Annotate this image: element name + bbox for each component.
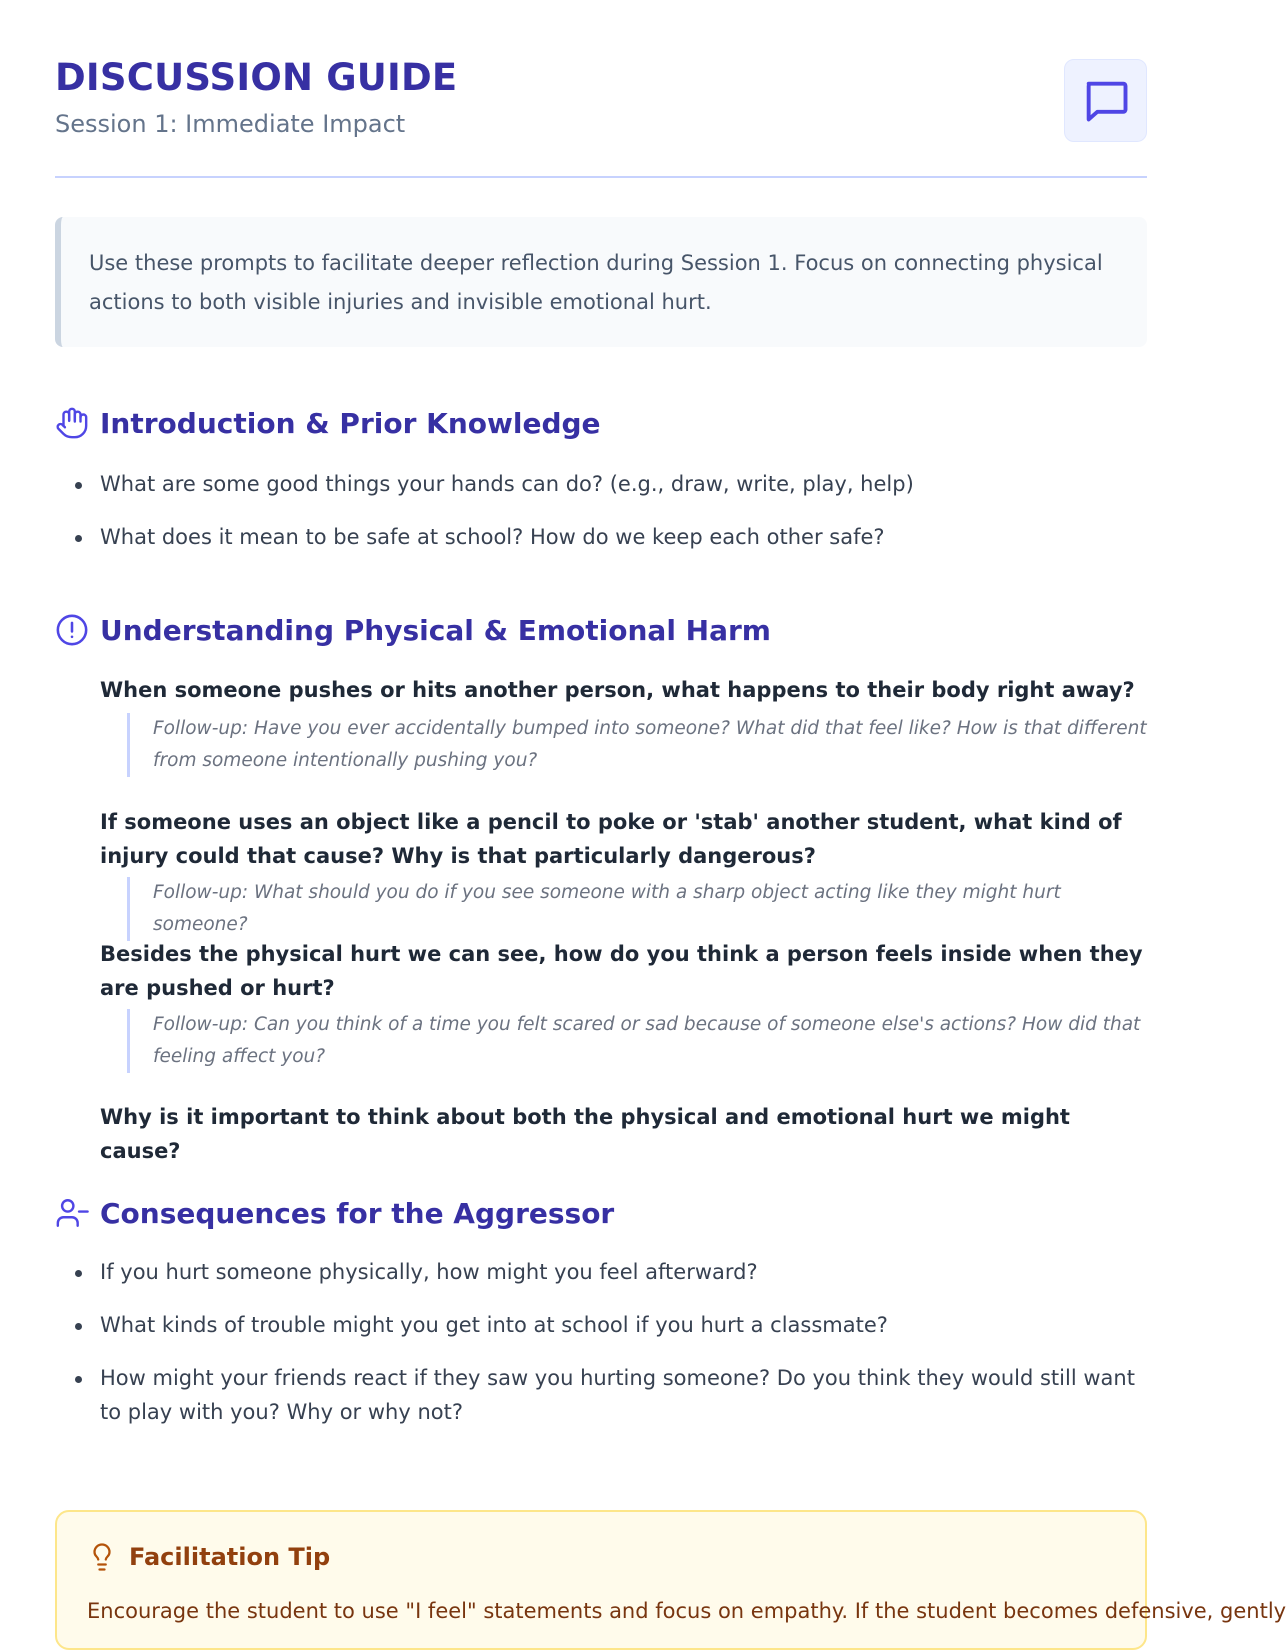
page-subtitle: Session 1: Immediate Impact (55, 110, 406, 138)
list-item: What does it mean to be safe at school? How do we keep each other safe? (55, 520, 1147, 554)
message-square-icon (1080, 75, 1132, 127)
question: When someone pushes or hits another person, what happens to their body right away? (100, 678, 1135, 702)
prompt-list-intro (55, 467, 1147, 554)
question: Besides the physical hurt we can see, how do you think a person feels inside when they are pushed or hurt? (100, 942, 1143, 1000)
section-heading-harm (55, 613, 771, 647)
hand-icon (55, 406, 89, 440)
page-title: DISCUSSION GUIDE (55, 56, 458, 99)
discussion-guide-page (55, 0, 1286, 1623)
follow-up-prompt: Follow-up: Have you ever accidentally bumped into someone? What did that feel like? How is that different from someone intentionally pushing you? (127, 713, 1147, 777)
alert-circle-icon (55, 613, 89, 647)
intro-callout: Use these prompts to facilitate deeper reflection during Session 1. Focus on connecting physical actions to both visible injuries and invisible emotional hurt. (55, 217, 1147, 347)
list-item: How might your friends react if they saw you hurting someone? Do you think they would still want to play with you? Why or why not? (55, 1361, 1147, 1429)
facilitation-tip (55, 1510, 1286, 1650)
question: Why is it important to think about both the physical and emotional hurt we might cause? (100, 1105, 1070, 1163)
list-item: What are some good things your hands can do? (e.g., draw, write, play, help) (55, 467, 1147, 501)
follow-up-prompt: Follow-up: What should you do if you see someone with a sharp object acting like they might hurt someone? (127, 877, 1147, 941)
header (55, 0, 1147, 178)
chat-button[interactable] (1064, 59, 1147, 142)
list-item: What kinds of trouble might you get into at school if you hurt a classmate? (55, 1308, 1147, 1342)
section-heading-consequences (55, 1196, 614, 1230)
prompt-list-consequences (55, 1255, 1147, 1429)
lightbulb-icon (87, 1540, 117, 1574)
follow-up-prompt: Follow-up: Can you think of a time you felt scared or sad because of someone else's actions? How did that feeling affect you? (127, 1009, 1147, 1073)
section-title: Consequences for the Aggressor (100, 1196, 615, 1230)
tip-text: Encourage the student to use "I feel" statements and focus on empathy. If the student becomes defensive, gently (87, 1599, 1286, 1623)
list-item: If you hurt someone physically, how might you feel afterward? (55, 1255, 1147, 1289)
tip-heading (87, 1540, 330, 1574)
section-title: Introduction & Prior Knowledge (100, 406, 601, 440)
question: If someone uses an object like a pencil to poke or 'stab' another student, what kind of injury could that cause? Why is that particularly dangerous? (100, 810, 1122, 868)
section-heading-intro (55, 406, 601, 440)
section-title: Understanding Physical & Emotional Harm (100, 613, 771, 647)
user-minus-icon (55, 1196, 89, 1230)
tip-title: Facilitation Tip (129, 1543, 331, 1571)
